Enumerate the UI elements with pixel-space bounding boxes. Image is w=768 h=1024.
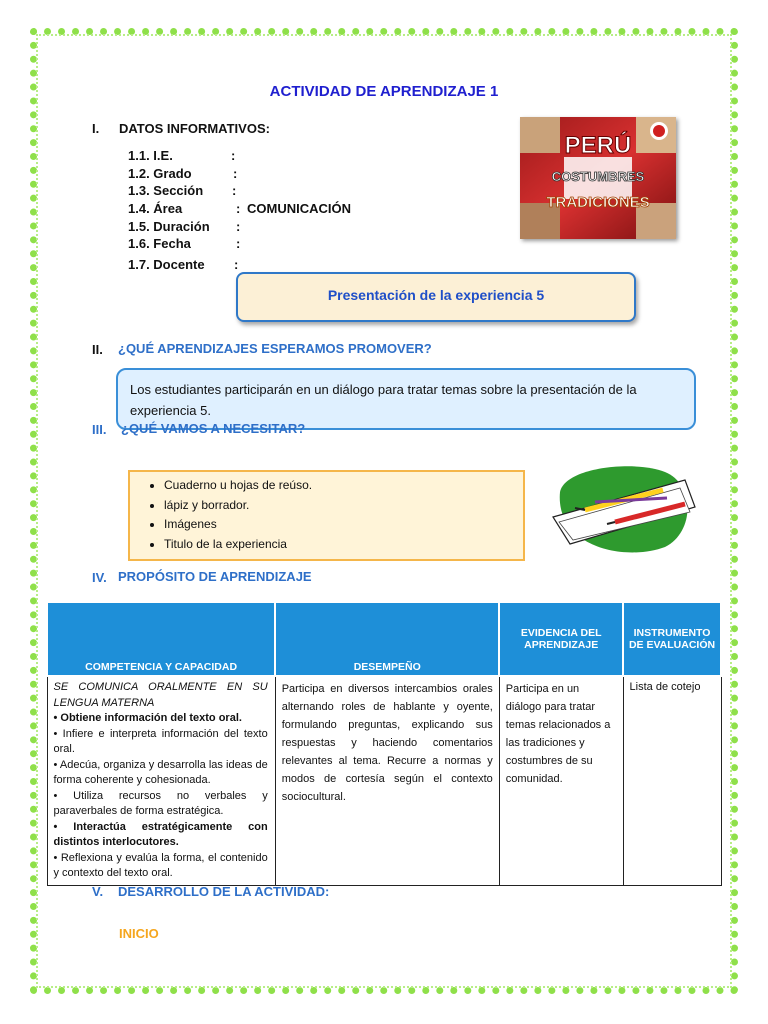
table-header-competencia: COMPETENCIA Y CAPACIDAD [47,602,275,676]
datos-colon-fecha: : [236,236,241,251]
datos-colon-docente: : [234,257,239,272]
section-3-heading: ¿QUÉ VAMOS A NECESITAR? [121,421,306,436]
table-header-row [47,602,721,676]
table-row [47,676,721,885]
datos-label-area: 1.4. Área [128,201,183,216]
proposito-table [46,601,722,886]
section-1-heading: DATOS INFORMATIVOS: [119,121,270,136]
aprendizajes-box: Los estudiantes participarán en un diálogo para tratar temas sobre la presentación de la experiencia 5. [116,368,696,430]
table-header-desempeno: DESEMPEÑO [275,602,499,676]
pencils-paper-illustration [545,462,700,562]
materiales-box [128,470,525,561]
datos-value-area: COMUNICACIÓN [247,201,351,216]
datos-colon-area: : [236,201,241,216]
page-title: ACTIVIDAD DE APRENDIZAJE 1 [269,83,499,100]
presentacion-box: Presentación de la experiencia 5 [236,272,636,322]
datos-colon-ie: : [231,148,236,163]
section-2-heading: ¿QUÉ APRENDIZAJES ESPERAMOS PROMOVER? [118,341,432,356]
section-2-number: II. [92,342,103,357]
materiales-item: • Imágenes [164,515,523,535]
materiales-item: • Cuaderno u hojas de reúso. [164,476,523,496]
capacidad-item: • Adecúa, organiza y desarrolla las ideas de forma coherente y cohesionada. [53,758,268,786]
logo-text-peru: PERÚ [564,132,632,159]
competencia-title: SE COMUNICA ORALMENTE EN SU LENGUA MATERNA [53,681,268,709]
datos-label-grado: 1.2. Grado [128,166,192,181]
materiales-item: • lápiz y borrador. [164,496,523,516]
table-header-evidencia: EVIDENCIA DEL APRENDIZAJE [499,602,623,676]
section-5-number: V. [92,884,104,899]
evidencia-cell: Participa en un diálogo para tratar temas relacionados a las tradiciones y costumbres de su comunidad. [499,676,623,885]
capacidad-item: • Obtiene información del texto oral. [53,712,242,724]
datos-label-seccion: 1.3. Sección [128,183,204,198]
competencia-cell [47,676,275,885]
logo-text-costumbres: COSTUMBRES [551,169,645,184]
inicio-heading: INICIO [119,926,159,941]
datos-label-ie: 1.1. I.E. [128,148,173,163]
capacidad-item: • Utiliza recursos no verbales y paraverbales de forma estratégica. [53,789,268,817]
instrumento-cell: Lista de cotejo [623,676,721,885]
datos-colon-grado: : [233,166,238,181]
section-3-number: III. [92,422,107,437]
desempeno-cell: Participa en diversos intercambios orales alternando roles de hablante y oyente, formulando preguntas, explicando sus respuestas y haciendo comentarios relevantes al tema. Recurre a normas y modos de cortesía según el contexto sociocultural. [275,676,499,885]
section-5-heading: DESARROLLO DE LA ACTIVIDAD: [118,884,330,899]
datos-colon-duracion: : [236,219,241,234]
peru-costumbres-logo [520,117,676,239]
datos-label-docente: 1.7. Docente [128,257,205,272]
table-header-instrumento: INSTRUMENTO DE EVALUACIÓN [623,602,721,676]
capacidad-item: • Interactúa estratégicamente con distintos interlocutores. [53,820,268,848]
materiales-item: • Titulo de la experiencia [164,535,523,555]
datos-label-fecha: 1.6. Fecha [128,236,191,251]
section-4-number: IV. [92,570,107,585]
capacidad-item: • Infiere e interpreta información del texto oral. [53,727,268,755]
datos-label-duracion: 1.5. Duración [128,219,210,234]
capacidad-item: • Reflexiona y evalúa la forma, el contenido y contexto del texto oral. [53,851,268,879]
section-1-number: I. [92,121,100,136]
logo-text-tradiciones: TRADICIONES [546,194,650,211]
section-4-heading: PROPÓSITO DE APRENDIZAJE [118,569,312,584]
datos-colon-seccion: : [232,183,237,198]
